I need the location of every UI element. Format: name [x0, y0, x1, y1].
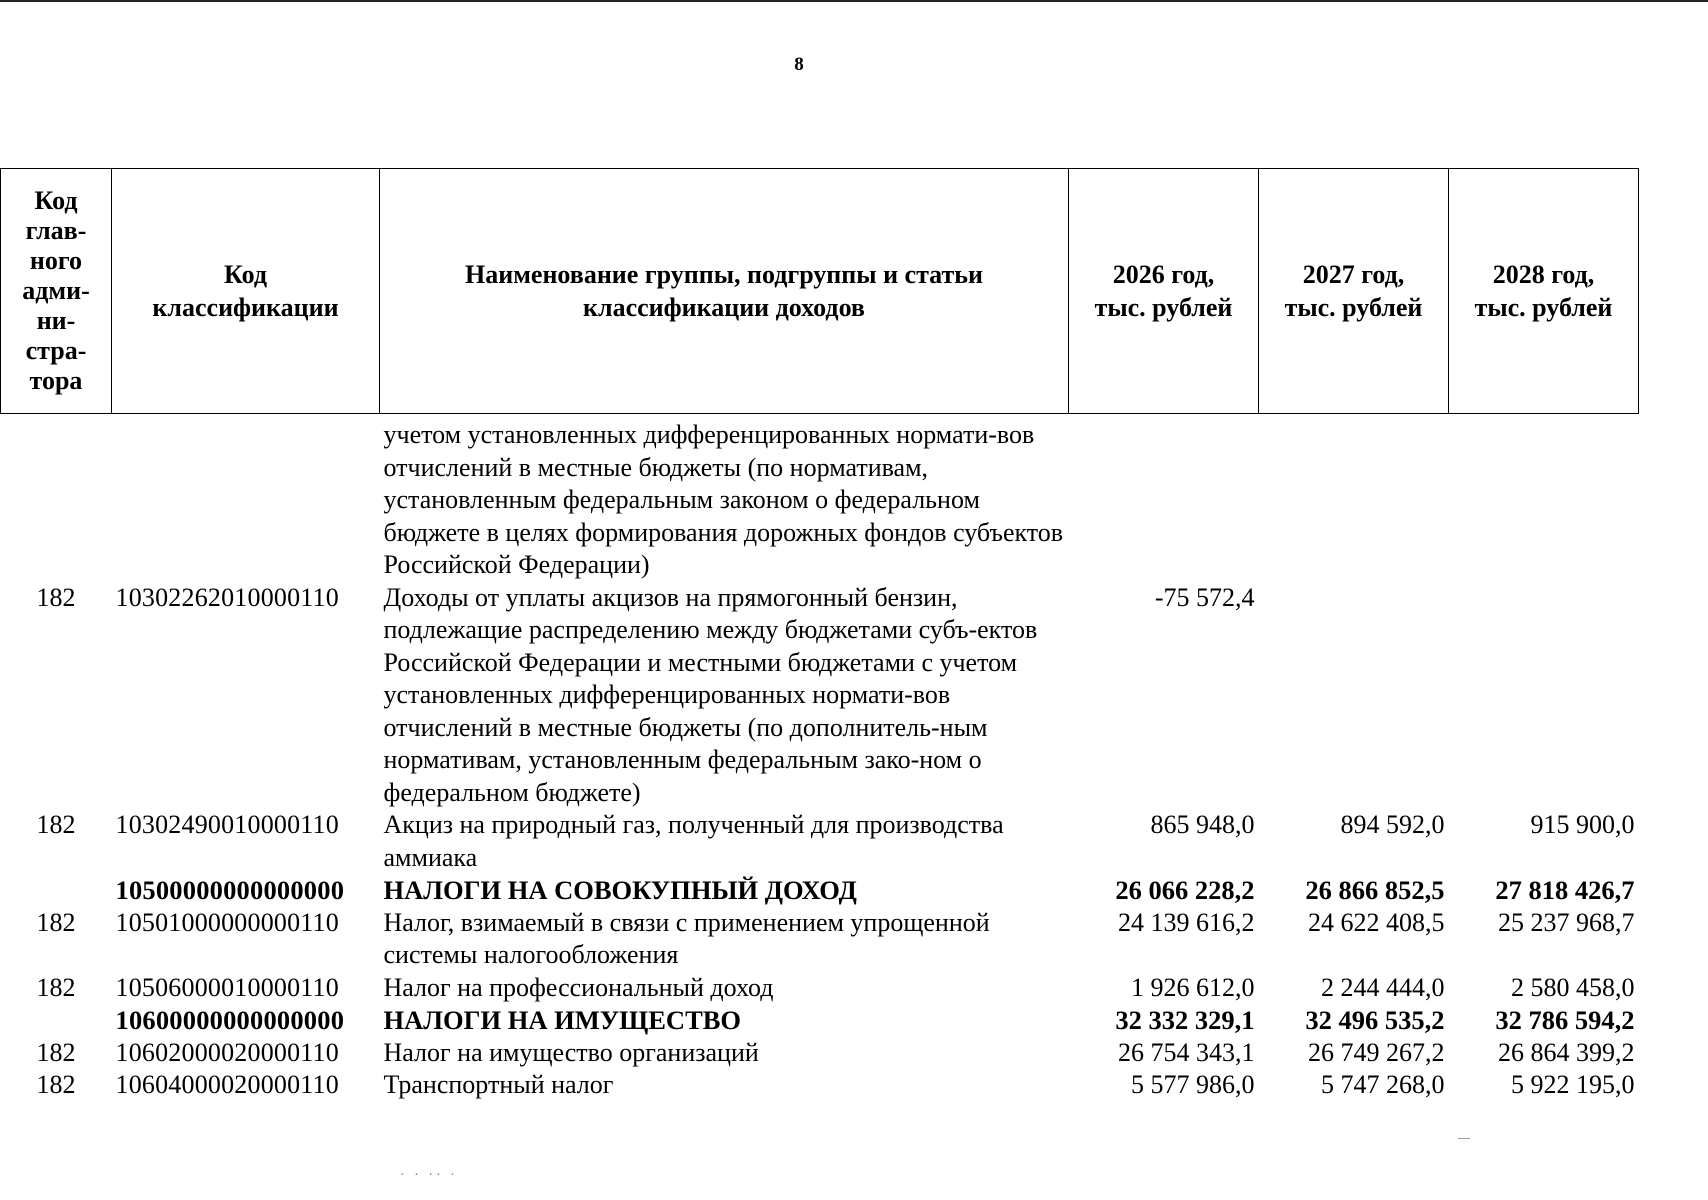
- classification-code-cell: 10600000000000000: [115, 1005, 345, 1035]
- header-line: Наименование группы, подгруппы и статьи: [464, 260, 984, 289]
- value-2026-cell: 24 139 616,2: [1118, 907, 1255, 937]
- header-line: стра-: [25, 336, 87, 365]
- value-2028-cell: 27 818 426,7: [1495, 875, 1635, 905]
- value-2028-cell: 32 786 594,2: [1495, 1005, 1635, 1035]
- value-2027-cell: 5 747 268,0: [1321, 1070, 1445, 1099]
- table-row: [1, 972, 1639, 1005]
- table-row: [1, 1069, 1639, 1102]
- revenue-name-cell: учетом установленных дифференцированных нормати-вов отчислений в местные бюджеты (по нормативам, установленным федеральным законом о федеральном бюджете в целях формирования дорожных фондов субъектов Российской Федерации): [383, 420, 1064, 579]
- value-2027-cell: 2 244 444,0: [1321, 972, 1445, 1002]
- table-row: [1, 1004, 1639, 1037]
- header-line: классификации доходов: [583, 293, 865, 322]
- table-row: [1, 582, 1639, 810]
- classification-code-cell: 10500000000000000: [115, 875, 345, 905]
- admin-code-cell: 182: [36, 907, 76, 937]
- classification-code-cell: 10506000010000110: [115, 972, 339, 1002]
- value-2027-cell: 26 749 267,2: [1308, 1037, 1445, 1067]
- header-line: 2026 год,: [1112, 260, 1215, 289]
- table-row: [1, 907, 1639, 972]
- admin-code-cell: 182: [36, 810, 76, 839]
- admin-code-cell: [1, 874, 112, 907]
- revenue-name-cell: Налог на имущество организаций: [383, 1037, 759, 1067]
- value-2027-cell: [1259, 582, 1449, 810]
- value-2026-cell: 32 332 329,1: [1115, 1005, 1255, 1035]
- header-classification-code: [112, 169, 380, 414]
- value-2026-cell: 1 926 612,0: [1131, 972, 1255, 1002]
- value-2028-cell: 25 237 968,7: [1498, 907, 1635, 937]
- admin-code-cell: 182: [36, 1037, 76, 1067]
- value-2028-cell: 26 864 399,2: [1498, 1037, 1635, 1067]
- value-2027-cell: 26 866 852,5: [1305, 875, 1445, 905]
- value-2027-cell: 32 496 535,2: [1305, 1005, 1445, 1035]
- table-body: [1, 414, 1639, 1102]
- value-2026-cell: [1069, 414, 1259, 582]
- admin-code-cell: 182: [36, 1070, 76, 1099]
- header-line: Код: [224, 260, 267, 289]
- header-line: Код: [34, 186, 78, 215]
- value-2028-cell: 915 900,0: [1530, 810, 1635, 839]
- value-2026-cell: 26 066 228,2: [1115, 875, 1255, 905]
- scan-specks: · · ·· ·: [400, 1168, 458, 1183]
- header-revenue-name: [380, 169, 1069, 414]
- revenue-table: [0, 168, 1639, 1102]
- admin-code-cell: [1, 1004, 112, 1037]
- top-border-line: [0, 0, 1708, 2]
- revenue-name-cell: Налог, взимаемый в связи с применением упрощенной системы налогообложения: [383, 907, 990, 969]
- value-2028-cell: [1449, 414, 1639, 582]
- classification-code-cell: 10501000000000110: [115, 907, 339, 937]
- header-line: 2028 год,: [1492, 260, 1595, 289]
- classification-code-cell: 10302262010000110: [115, 582, 339, 612]
- scan-mark: [1458, 1138, 1470, 1139]
- header-year-2026: [1069, 169, 1259, 414]
- classification-code-cell: 10302490010000110: [115, 810, 339, 839]
- header-line: глав-: [25, 216, 87, 245]
- revenue-name-cell: Налог на профессиональный доход: [383, 972, 774, 1002]
- value-2027-cell: 24 622 408,5: [1308, 907, 1445, 937]
- value-2026-cell: 26 754 343,1: [1118, 1037, 1255, 1067]
- header-line: тыс. рублей: [1474, 293, 1613, 322]
- table-row: [1, 1037, 1639, 1070]
- admin-code-cell: 182: [36, 582, 76, 612]
- revenue-name-cell: Транспортный налог: [383, 1070, 614, 1099]
- header-admin-code: [1, 169, 112, 414]
- classification-code-cell: 10602000020000110: [115, 1037, 339, 1067]
- value-2027-cell: [1259, 414, 1449, 582]
- value-2027-cell: 894 592,0: [1340, 810, 1445, 839]
- value-2028-cell: 5 922 195,0: [1511, 1070, 1635, 1099]
- revenue-name-cell: Доходы от уплаты акцизов на прямогонный бензин, подлежащие распределению между бюджетами субъ-ектов Российской Федерации и местными бюджетами с учетом установленных дифференцированных нормати-вов отчислений в местные бюджеты (по дополнитель-ным нормативам, установленным федеральным зако-ном о федеральном бюджете): [383, 582, 1038, 807]
- classification-code-cell: 10604000020000110: [115, 1070, 339, 1099]
- admin-code-cell: 182: [36, 972, 76, 1002]
- header-line: 2027 год,: [1302, 260, 1405, 289]
- page-number: 8: [794, 54, 804, 75]
- table-row: [1, 414, 1639, 582]
- header-line: тыс. рублей: [1094, 293, 1233, 322]
- header-year-2027: [1259, 169, 1449, 414]
- table-header-row: [1, 169, 1639, 414]
- value-2028-cell: [1449, 582, 1639, 810]
- value-2026-cell: 865 948,0: [1150, 810, 1255, 839]
- revenue-name-cell: НАЛОГИ НА ИМУЩЕСТВО: [383, 1005, 742, 1035]
- header-line: ного: [29, 246, 83, 275]
- value-2026-cell: -75 572,4: [1154, 582, 1255, 612]
- classification-code-cell: [112, 414, 380, 582]
- revenue-name-cell: Акциз на природный газ, полученный для производства аммиака: [383, 810, 1004, 872]
- value-2026-cell: 5 577 986,0: [1131, 1070, 1255, 1099]
- table-row: [1, 874, 1639, 907]
- value-2028-cell: 2 580 458,0: [1511, 972, 1635, 1002]
- table-row: [1, 809, 1639, 874]
- revenue-name-cell: НАЛОГИ НА СОВОКУПНЫЙ ДОХОД: [383, 875, 857, 905]
- admin-code-cell: [1, 414, 112, 582]
- header-year-2028: [1449, 169, 1639, 414]
- header-line: адми-: [22, 276, 90, 305]
- header-line: классификации: [152, 293, 339, 322]
- header-line: тора: [29, 366, 83, 395]
- header-line: ни-: [36, 306, 76, 335]
- header-line: тыс. рублей: [1284, 293, 1423, 322]
